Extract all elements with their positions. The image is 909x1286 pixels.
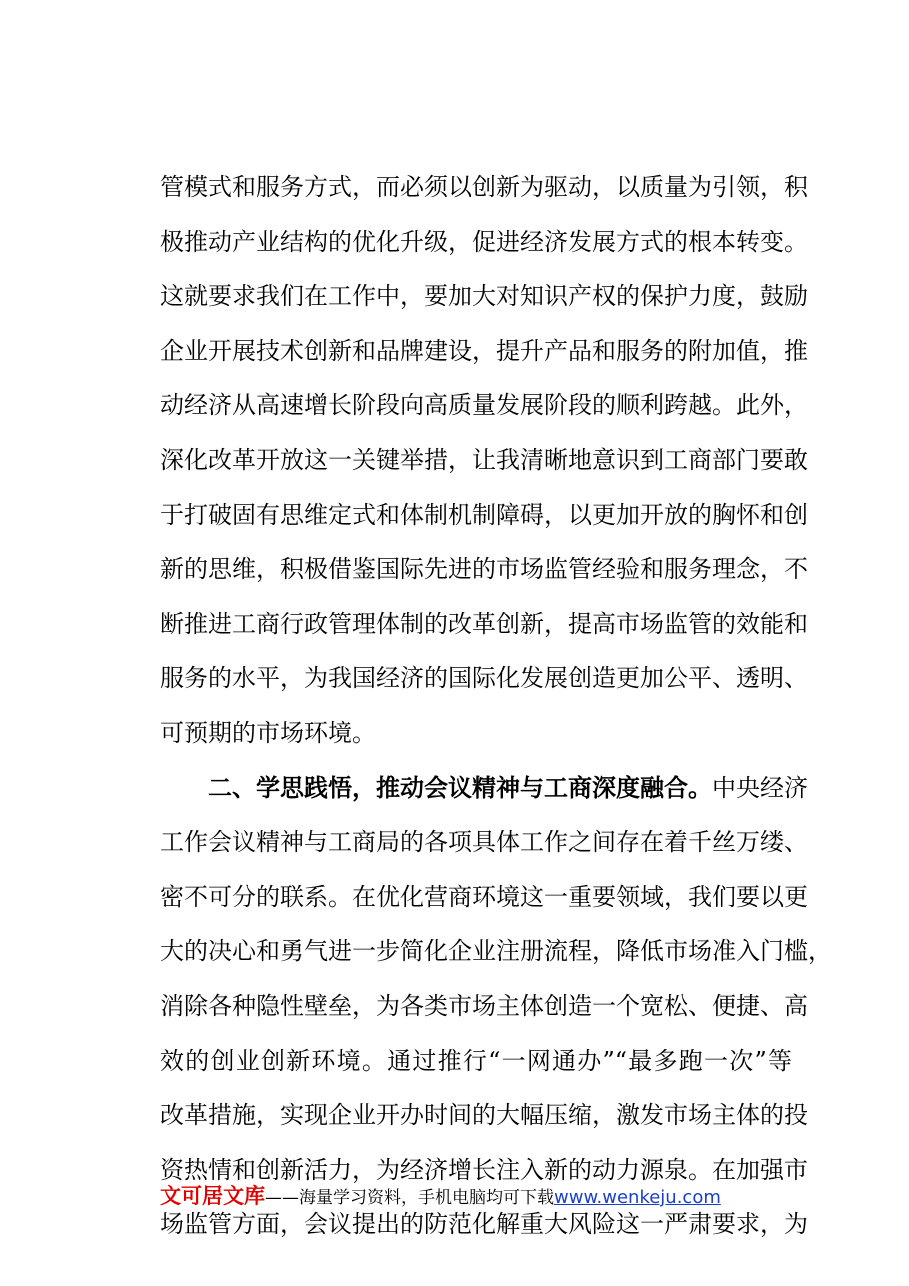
- website-link[interactable]: www.wenkeju.com: [554, 1187, 721, 1208]
- document-body: [160, 160, 832, 1252]
- body-line: 工作会议精神与工商局的各项具体工作之间存在着千丝万缕、: [160, 828, 808, 857]
- body-line: 服务的水平，为我国经济的国际化发展创造更加公平、透明、: [160, 664, 808, 693]
- body-line: 极推动产业结构的优化升级，促进经济发展方式的根本转变。: [160, 227, 808, 256]
- body-line: 管模式和服务方式，而必须以创新为驱动，以质量为引领，积: [160, 173, 808, 201]
- body-line: 可预期的市场环境。: [160, 718, 376, 747]
- footer-banner: [160, 1180, 760, 1212]
- body-line: 于打破固有思维定式和体制机制障碍，以更加开放的胸怀和创: [160, 500, 808, 529]
- body-line: 深化改革开放这一关键举措，让我清晰地意识到工商部门要敢: [160, 445, 808, 474]
- body-line: 动经济从高速增长阶段向高质量发展阶段的顺利跨越。此外，: [160, 391, 808, 420]
- body-line: 场监管方面，会议提出的防范化解重大风险这一严肃要求，为: [160, 1210, 808, 1239]
- section-first-line-rest: 中央经济: [712, 773, 808, 802]
- body-line: 资热情和创新活力，为经济增长注入新的动力源泉。在加强市: [160, 1155, 808, 1184]
- body-line: 企业开展技术创新和品牌建设，提升产品和服务的附加值，推: [160, 336, 808, 365]
- body-line: 改革措施，实现企业开办时间的大幅压缩，激发市场主体的投: [160, 1101, 808, 1130]
- body-line: 新的思维，积极借鉴国际先进的市场监管经验和服务理念，不: [160, 555, 808, 584]
- brand-name: 文可居文库: [160, 1184, 265, 1208]
- body-line: 这就要求我们在工作中，要加大对知识产权的保护力度，鼓励: [160, 282, 808, 311]
- body-line: 效的创业创新环境。通过推行“一网通办”“最多跑一次”等: [160, 1046, 792, 1075]
- body-line: 断推进工商行政管理体制的改革创新，提高市场监管的效能和: [160, 609, 808, 638]
- section-heading: 二、学思践悟，推动会议精神与工商深度融合。: [208, 772, 712, 802]
- footer-tagline: ——海量学习资料，手机电脑均可下载: [265, 1188, 554, 1208]
- body-line: 密不可分的联系。在优化营商环境这一重要领域，我们要以更: [160, 882, 808, 911]
- body-line: 大的决心和勇气进一步简化企业注册流程，降低市场准入门槛，: [160, 937, 832, 966]
- body-line: 消除各种隐性壁垒，为各类市场主体创造一个宽松、便捷、高: [160, 991, 808, 1020]
- section-first-line: [160, 761, 808, 816]
